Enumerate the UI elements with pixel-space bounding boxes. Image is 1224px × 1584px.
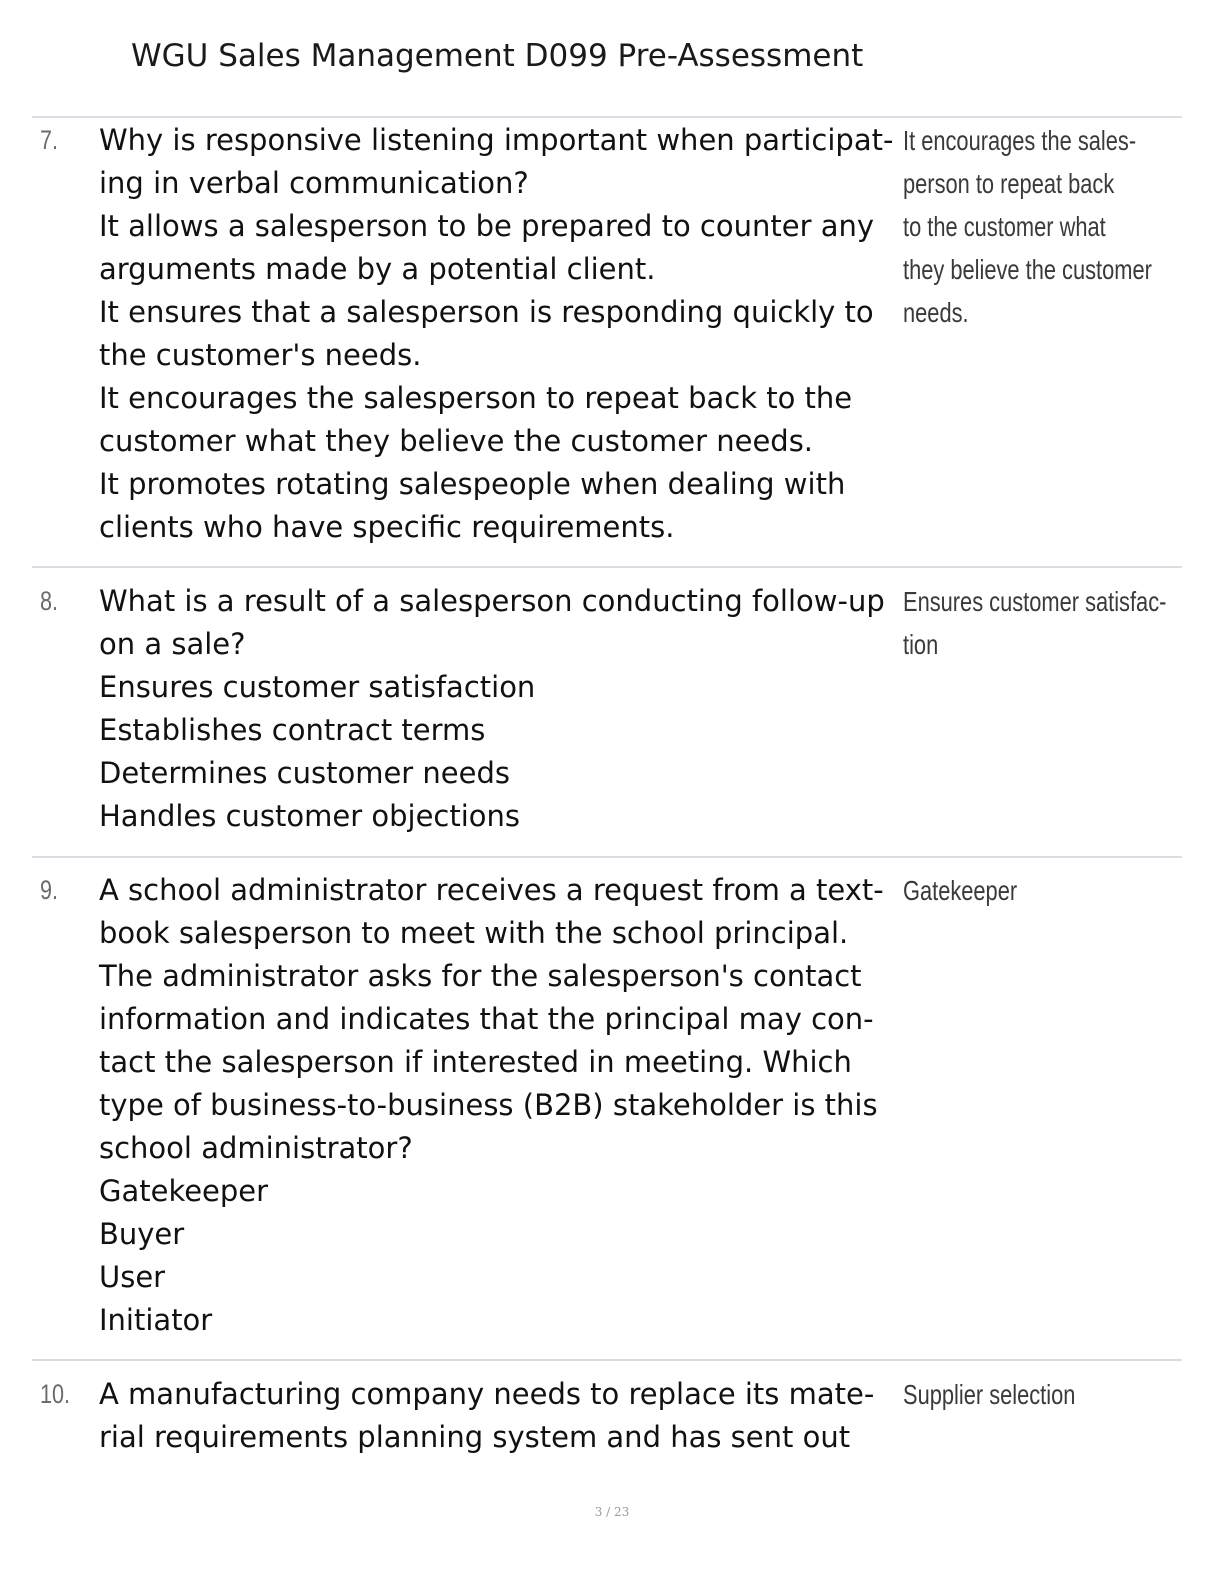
question-line: rial requirements planning system and has sent out — [99, 1420, 851, 1454]
divider — [32, 566, 1182, 568]
question-number: 9. — [40, 875, 59, 905]
correct-answer-line: person to repeat back — [903, 168, 1115, 199]
question-text — [99, 580, 899, 838]
correct-answer-line: Supplier selection — [903, 1379, 1076, 1410]
correct-answer-line: Gatekeeper — [903, 875, 1018, 906]
answer-option-line: clients who have specific requirements. — [99, 510, 675, 544]
answer-option-line: Initiator — [99, 1303, 213, 1337]
question-line: Why is responsive listening important when participat- — [99, 123, 894, 157]
question-line: book salesperson to meet with the school principal. — [99, 916, 849, 950]
question-line: A school administrator receives a request from a text- — [99, 873, 884, 907]
correct-answer-line: Ensures customer satisfac- — [903, 586, 1167, 617]
question-line: The administrator asks for the salesperson's contact — [99, 959, 862, 993]
document-title: WGU Sales Management D099 Pre-Assessment — [131, 38, 864, 74]
answer-option-line: arguments made by a potential client. — [99, 252, 656, 286]
correct-answer — [903, 1373, 1160, 1416]
correct-answer-line: tion — [903, 629, 939, 660]
question-line: information and indicates that the principal may con- — [99, 1002, 874, 1036]
answer-option-line: Determines customer needs — [99, 756, 511, 790]
question-line: school administrator? — [99, 1131, 413, 1165]
answer-option-line: It encourages the salesperson to repeat back to the — [99, 381, 853, 415]
question-line: What is a result of a salesperson conducting follow-up — [99, 584, 885, 618]
divider — [32, 856, 1182, 858]
correct-answer — [903, 119, 1160, 334]
correct-answer — [903, 580, 1167, 666]
answer-option-line: It allows a salesperson to be prepared to counter any — [99, 209, 875, 243]
question-text — [99, 1373, 899, 1459]
question-line: type of business-to-business (B2B) stakeholder is this — [99, 1088, 878, 1122]
answer-option-line: Establishes contract terms — [99, 713, 486, 747]
answer-option-line: It promotes rotating salespeople when dealing with — [99, 467, 846, 501]
question-number: 8. — [40, 586, 59, 616]
page-number: 3 / 23 — [594, 1505, 630, 1519]
question-line: tact the salesperson if interested in meeting. Which — [99, 1045, 852, 1079]
answer-option-line: customer what they believe the customer needs. — [99, 424, 814, 458]
correct-answer-line: they believe the customer — [903, 254, 1152, 285]
correct-answer-line: to the customer what — [903, 211, 1106, 242]
divider — [32, 1359, 1182, 1361]
correct-answer-line: needs. — [903, 297, 969, 328]
answer-option-line: the customer's needs. — [99, 338, 422, 372]
answer-option-line: User — [99, 1260, 166, 1294]
question-line: on a sale? — [99, 627, 246, 661]
question-number: 7. — [40, 125, 59, 155]
answer-option-line: Buyer — [99, 1217, 185, 1251]
divider — [32, 116, 1182, 118]
answer-option-line: Ensures customer satisfaction — [99, 670, 536, 704]
question-text — [99, 119, 899, 549]
question-line: ing in verbal communication? — [99, 166, 529, 200]
answer-option-line: Gatekeeper — [99, 1174, 269, 1208]
question-line: A manufacturing company needs to replace its mate- — [99, 1377, 875, 1411]
answer-option-line: It ensures that a salesperson is responding quickly to — [99, 295, 874, 329]
correct-answer — [903, 869, 1160, 912]
question-number: 10. — [40, 1379, 71, 1409]
question-text — [99, 869, 899, 1342]
answer-option-line: Handles customer objections — [99, 799, 521, 833]
correct-answer-line: It encourages the sales- — [903, 125, 1137, 156]
